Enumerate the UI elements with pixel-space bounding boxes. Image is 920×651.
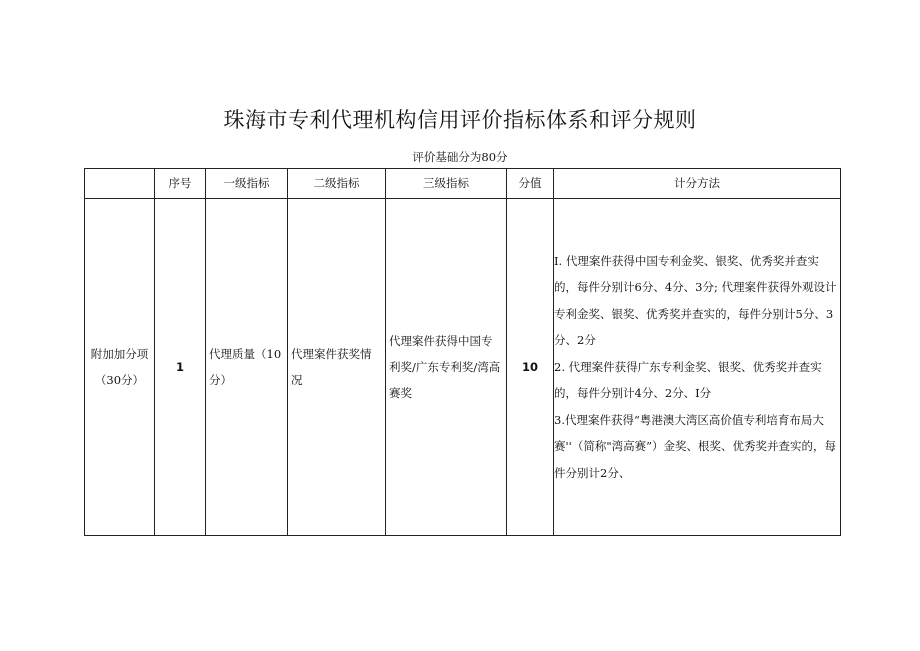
document-title: 珠海市专利代理机构信用评价指标体系和评分规则 [223,108,697,132]
header-cell-level2: 二级指标 [288,169,386,199]
method-item-3: 3.代理案件获得“粤港澳大湾区高价值专利培育布局大赛''（简称"湾高赛”）金奖、根奖、优秀奖并查实的，每件分别计2分、 [554,412,836,480]
level1-cell: 代理质量（10分） [206,199,288,536]
table-header-row [85,169,841,199]
seq-cell: 1 [155,199,206,536]
score-cell: 10 [507,199,554,536]
header-cell-score: 分值 [507,169,554,199]
header-cell-empty [85,169,155,199]
level3-cell: 代理案件获得中国专利奖/广东专利奖/湾高赛奖 [386,199,507,536]
header-cell-method: 计分方法 [554,169,841,199]
category-cell: 附加加分项（30分） [85,199,155,536]
header-cell-level1: 一级指标 [206,169,288,199]
level2-cell: 代理案件获奖情况 [288,199,386,536]
table-row [85,199,841,536]
header-cell-level3: 三级指标 [386,169,507,199]
method-item-2: 2. 代理案件获得广东专利金奖、银奖、优秀奖并查实的，每件分别计4分、2分、I分 [554,359,822,401]
method-item-1: I. 代理案件获得中国专利金奖、银奖、优秀奖并查实的，每件分别计6分、4分、3分; 代理案件获得外观设计专利金奖、银奖、优秀奖并查实的，每件分别计5分、3分、2分 [554,253,837,348]
scoring-table [84,168,841,536]
base-score-note: 评价基础分为80分 [412,150,508,164]
header-cell-seq: 序号 [155,169,206,199]
method-cell [554,199,841,536]
